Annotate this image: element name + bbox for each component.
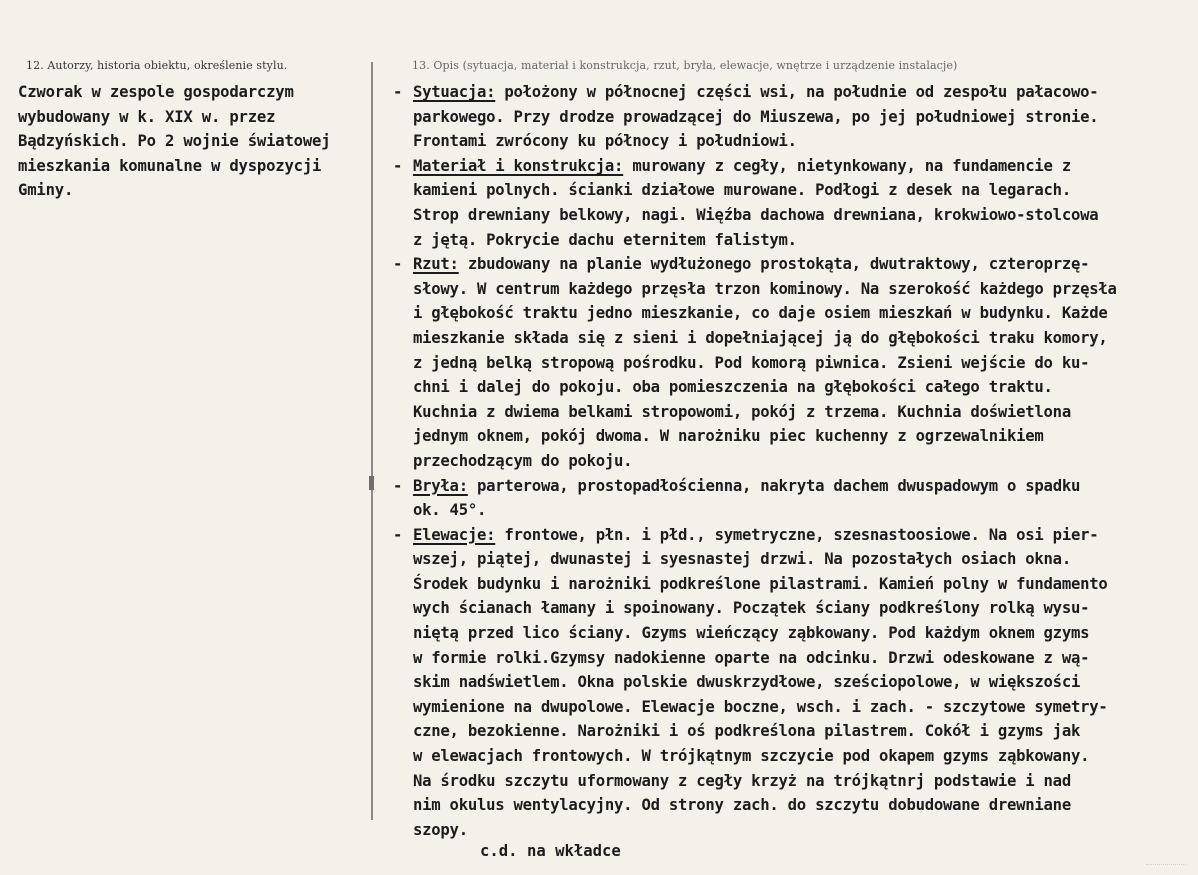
bullet-dash: -: [393, 525, 403, 544]
section-text: położony w północnej części wsi, na południe od zespołu pałacowo-: [495, 83, 1099, 101]
section-text: zbudowany na planie wydłużonego prostokąta, dwutraktowy, czteroprzę-: [458, 255, 1090, 274]
section-first-line: [393, 474, 1198, 499]
divider-mark: [369, 476, 374, 490]
bullet-dash: -: [393, 156, 403, 175]
section-line: nim okulus wentylacyjny. Od strony zach. do szczytu dobudowane drewniane: [413, 796, 1071, 815]
section-heading: Elewacje:: [413, 525, 496, 544]
section-line: parkowego. Przy drodze prowadzącej do Miuszewa, po jej południowej stronie.: [413, 107, 1099, 126]
bullet-dash: -: [393, 476, 403, 495]
section-line: Środek budynku i narożniki podkreślone pilastrami. Kamień polny w fundamento: [413, 574, 1108, 593]
history-line: wybudowany w k. XIX w. przez: [18, 107, 276, 126]
section-line: szopy.: [413, 820, 468, 839]
bullet-dash: -: [393, 83, 403, 101]
section-first-line: [393, 80, 1198, 105]
section-bryla: [393, 474, 1198, 523]
section-line: wszej, piątej, dwunastej i syesnastej drzwi. Na pozostałych osiach okna.: [413, 550, 1071, 569]
section-line: słowy. W centrum każdego przęsła trzon kominowy. Na szerokość każdego przęsła: [413, 279, 1117, 298]
section-line: kamieni polnych. ścianki działowe murowane. Podłogi z desek na legarach.: [413, 181, 1071, 200]
section-line: jednym oknem, pokój dwoma. W narożniku piec kuchenny z ogrzewalnikiem: [413, 427, 1044, 446]
section-text: parterowa, prostopadłościenna, nakryta dachem dwuspadowym o spadku: [467, 476, 1081, 495]
section-heading: Materiał i konstrukcja:: [413, 156, 624, 175]
corner-mark: [1146, 856, 1186, 865]
history-line: Czworak w zespole gospodarczym: [18, 83, 294, 101]
section-sytuacja: [393, 80, 1198, 154]
section-line: Frontami zwrócony ku północy i południowi.: [413, 132, 797, 151]
section-line: i głębokość traktu jedno mieszkanie, co daje osiem mieszkań w budynku. Każde: [413, 304, 1108, 323]
section-line: Kuchnia z dwiema belkami stropowomi, pokój z trzema. Kuchnia doświetlona: [413, 402, 1071, 421]
right-column-header: 13. Opis (sytuacja, materiał i konstrukcja, rzut, bryła, elewacje, wnętrze i urządzenie instalacje): [412, 59, 958, 72]
section-line: wymienione na dwupolowe. Elewacje boczne, wsch. i zach. - szczytowe symetry-: [413, 697, 1108, 716]
history-line: mieszkania komunalne w dyspozycji: [18, 156, 322, 175]
description-column: [393, 80, 1198, 842]
bullet-dash: -: [393, 255, 403, 274]
section-text: frontowe, płn. i płd., symetryczne, szesnastoosiowe. Na osi pier-: [495, 525, 1099, 544]
section-line: chni i dalej do pokoju. oba pomieszczenia na głębokości całego traktu.: [413, 378, 1053, 397]
section-line: z jętą. Pokrycie dachu eternitem falistym.: [413, 230, 797, 249]
section-line: niętą przed lico ściany. Gzyms wieńczący ząbkowany. Pod każdym oknem gzyms: [413, 624, 1090, 643]
history-line: Gminy.: [18, 181, 74, 200]
section-line: skim nadświetlem. Okna polskie dwuskrzydłowe, sześciopolowe, w większości: [413, 673, 1081, 692]
section-line: Strop drewniany belkowy, nagi. Więźba dachowa drewniana, krokwiowo-stolcowa: [413, 205, 1099, 224]
left-column-header: 12. Autorzy, historia obiektu, określenie stylu.: [26, 59, 288, 72]
section-line: przechodzącym do pokoju.: [413, 451, 633, 470]
section-line: w formie rolki.Gzymsy nadokienne oparte na odcinku. Drzwi odeskowane z wą-: [413, 648, 1090, 667]
section-elewacje: [393, 523, 1198, 843]
section-first-line: [393, 154, 1198, 179]
section-first-line: [393, 523, 1198, 548]
section-heading: Bryła:: [413, 476, 468, 495]
section-first-line: [393, 252, 1198, 277]
section-line: z jedną belką stropową pośrodku. Pod komorą piwnica. Zsieni wejście do ku-: [413, 353, 1090, 372]
continuation-note: c.d. na wkładce: [480, 842, 621, 860]
history-column: [18, 80, 368, 203]
section-material: [393, 154, 1198, 252]
section-rzut: [393, 252, 1198, 473]
section-line: czne, bezokienne. Narożniki i oś podkreślona pilastrem. Cokół i gzyms jak: [413, 722, 1081, 741]
section-heading: Rzut:: [413, 255, 459, 274]
column-divider: [371, 62, 373, 820]
section-line: Na środku szczytu uformowany z cegły krzyż na trójkątnrj podstawie i nad: [413, 771, 1071, 790]
section-line: ok. 45°.: [413, 501, 487, 520]
section-text: murowany z cegły, nietynkowany, na fundamencie z: [623, 156, 1071, 175]
section-line: w elewacjach frontowych. W trójkątnym szczycie pod okapem gzyms ząbkowany.: [413, 747, 1090, 766]
history-line: Bądzyńskich. Po 2 wojnie światowej: [18, 132, 331, 151]
section-line: wych ścianach łamany i spoinowany. Początek ściany podkreślony rolką wysu-: [413, 599, 1090, 618]
section-heading: Sytuacja:: [413, 83, 496, 101]
section-line: mieszkanie składa się z sieni i dopełniającej ją do głębokości traku komory,: [413, 328, 1108, 347]
